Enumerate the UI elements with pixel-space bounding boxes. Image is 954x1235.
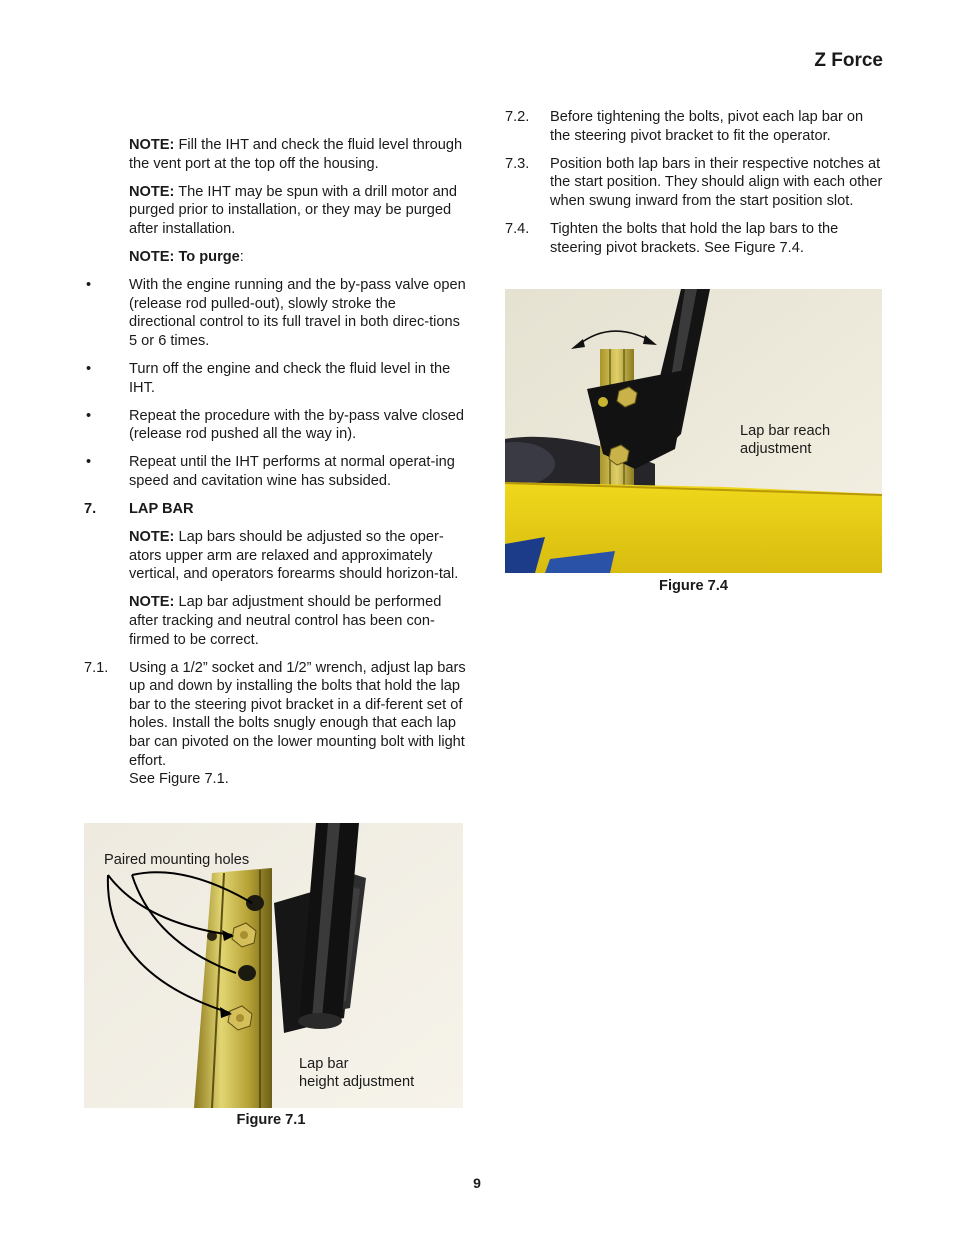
section-number: 7. xyxy=(84,501,97,517)
step-text: Using a 1/2” socket and 1/2” wrench, adjust lap bars up and down by installing the bolts that hold the lap bar to the steering pivot bracket in a dif-ferent set of holes. Install the bolts snugly enough that each lap bar can pivoted on the lower mounting bolt with light effort. xyxy=(129,659,466,769)
list-item xyxy=(84,453,466,490)
step-text: Before tightening the bolts, pivot each lap bar on the steering pivot bracket to fit the operator. xyxy=(550,109,864,144)
left-column xyxy=(84,136,466,798)
note-text: Lap bars should be adjusted so the oper-ators upper arm are relaxed and approximately vertical, and operators forearms should horizon-tal. xyxy=(129,529,459,583)
figure-7-1-caption: Figure 7.1 xyxy=(236,1112,306,1128)
figure-7-1-photo xyxy=(84,823,463,1108)
note-lap-bar-adjust xyxy=(84,528,466,584)
step-number: 7.1. xyxy=(84,659,109,676)
right-column xyxy=(505,108,885,267)
note-label: NOTE: To purge xyxy=(129,248,240,265)
page-header-title: Z Force xyxy=(814,50,883,71)
figure-7-4-caption: Figure 7.4 xyxy=(659,578,728,594)
note-drill-motor xyxy=(84,183,466,239)
step-number: 7.3. xyxy=(505,155,530,172)
note-text: : xyxy=(239,248,244,265)
list-item-text: With the engine running and the by-pass valve open (release rod pulled-out), slowly stroke the directional control to its full travel in both direc-tions 5 or 6 times. xyxy=(129,277,466,349)
note-label: NOTE: xyxy=(129,183,175,200)
page-number: 9 xyxy=(473,1175,481,1191)
label-lap-bar-height xyxy=(299,1055,414,1091)
note-lap-bar-timing xyxy=(84,593,466,649)
note-text: Lap bar adjustment should be performed after tracking and neutral control has been con-firmed to be correct. xyxy=(129,594,442,648)
note-text: Fill the IHT and check the fluid level through the vent port at the top off the housing. xyxy=(129,137,463,172)
step-7-1 xyxy=(84,659,466,789)
step-7-2 xyxy=(505,108,885,145)
list-item-text: Repeat the procedure with the by-pass valve closed (release rod pushed all the way in). xyxy=(129,407,465,443)
list-item xyxy=(84,276,466,350)
note-label: NOTE: xyxy=(129,529,175,546)
step-number: 7.4. xyxy=(505,220,530,237)
list-item-text: Turn off the engine and check the fluid level in the IHT. xyxy=(129,360,451,396)
note-label: NOTE: xyxy=(129,137,175,153)
step-7-4 xyxy=(505,220,885,257)
section-heading-lap-bar xyxy=(84,500,466,519)
note-fill-iht xyxy=(84,136,466,173)
bullet-mark: • xyxy=(86,277,92,294)
step-text: Position both lap bars in their respective notches at the start position. They should align with each other when swung inward from the start position slot. xyxy=(550,155,883,209)
bullet-mark: • xyxy=(86,454,92,471)
note-text: The IHT may be spun with a drill motor and purged prior to installation, or they may be purged after installation. xyxy=(129,183,457,237)
bullet-mark: • xyxy=(86,360,92,377)
figure-7-4-photo xyxy=(505,289,882,573)
bullet-mark: • xyxy=(86,407,92,424)
label-paired-mounting-holes: Paired mounting holes xyxy=(104,852,250,868)
step-number: 7.2. xyxy=(505,109,530,125)
figure-reference: See Figure 7.1. xyxy=(129,771,229,788)
label-lap-bar-reach xyxy=(740,422,830,458)
label-line: Lap bar reach xyxy=(740,423,831,439)
label-line: adjustment xyxy=(740,441,812,457)
list-item xyxy=(84,360,466,397)
step-7-3 xyxy=(505,155,885,211)
section-title: LAP BAR xyxy=(129,501,194,517)
step-text: Tighten the bolts that hold the lap bars to the steering pivot brackets. See Figure 7.4. xyxy=(550,220,839,256)
label-line: Lap bar xyxy=(299,1056,349,1072)
note-label: NOTE: xyxy=(129,594,175,611)
note-to-purge xyxy=(84,248,466,267)
list-item xyxy=(84,407,466,444)
label-line: height adjustment xyxy=(299,1074,415,1090)
list-item-text: Repeat until the IHT performs at normal operat-ing speed and cavitation wine has subsided. xyxy=(129,454,455,489)
